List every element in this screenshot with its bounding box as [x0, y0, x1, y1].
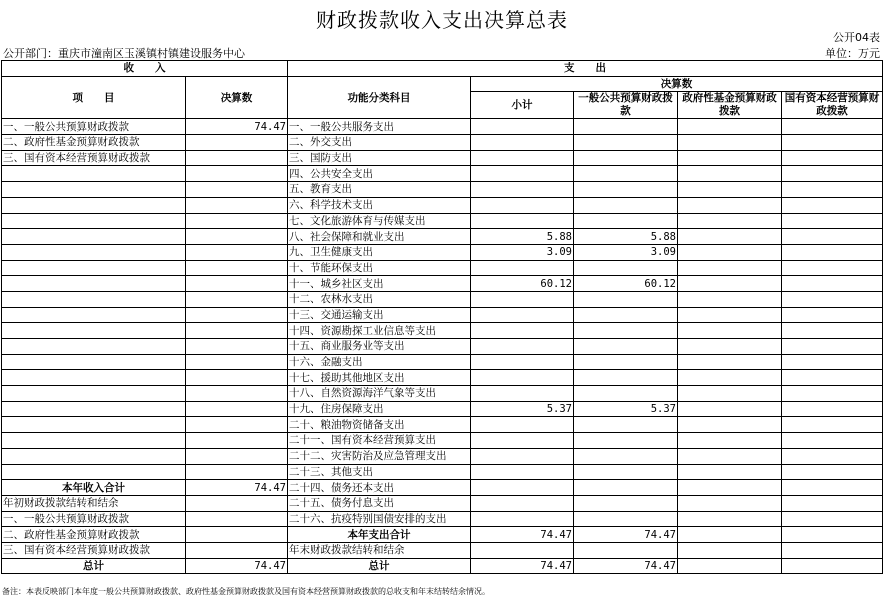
amount-header: 决算数 [186, 76, 288, 119]
income-total-value: 74.47 [186, 480, 288, 496]
expense-state [782, 480, 883, 496]
expense-govfund [678, 527, 782, 543]
expense-subtotal [471, 480, 574, 496]
grand-total-label-left: 总计 [2, 558, 186, 574]
expense-item: 十二、农林水支出 [288, 291, 471, 307]
expense-item: 二十、粮油物资储备支出 [288, 417, 471, 433]
expense-item: 十八、自然资源海洋气象等支出 [288, 386, 471, 402]
income-value [186, 323, 288, 339]
header-row-2 [2, 76, 883, 92]
expense-state [782, 291, 883, 307]
expense-govfund [678, 511, 782, 527]
expense-subtotal [471, 511, 574, 527]
income-item [2, 323, 186, 339]
income-header: 收 入 [2, 61, 288, 77]
expense-general [574, 307, 678, 323]
expense-general [574, 495, 678, 511]
expense-subtotal [471, 417, 574, 433]
expense-item: 十、节能环保支出 [288, 260, 471, 276]
table-row [2, 260, 883, 276]
expense-govfund [678, 197, 782, 213]
expense-state [782, 135, 883, 151]
expense-general: 5.88 [574, 229, 678, 245]
expense-govfund [678, 354, 782, 370]
expense-item: 三、国防支出 [288, 150, 471, 166]
expense-govfund [678, 135, 782, 151]
income-item [2, 244, 186, 260]
expense-state [782, 511, 883, 527]
table-row [2, 527, 883, 543]
expense-item: 二十二、灾害防治及应急管理支出 [288, 448, 471, 464]
expense-subtotal [471, 260, 574, 276]
income-value [186, 213, 288, 229]
expense-state [782, 276, 883, 292]
table-row [2, 276, 883, 292]
expense-header: 支 出 [288, 61, 883, 77]
income-value [186, 244, 288, 260]
income-item [2, 448, 186, 464]
table-row [2, 339, 883, 355]
income-value [186, 401, 288, 417]
expense-general [574, 291, 678, 307]
expense-general [574, 166, 678, 182]
income-bottom-item: 三、国有资本经营预算财政拨款 [2, 542, 186, 558]
table-row [2, 495, 883, 511]
expense-subtotal [471, 197, 574, 213]
income-value [186, 386, 288, 402]
table-row [2, 542, 883, 558]
expense-state [782, 119, 883, 135]
expense-state [782, 213, 883, 229]
expense-govfund [678, 401, 782, 417]
expense-subtotal [471, 448, 574, 464]
grand-total-general: 74.47 [574, 558, 678, 574]
table-row [2, 182, 883, 198]
expense-general [574, 135, 678, 151]
expense-general [574, 119, 678, 135]
expense-subtotal [471, 291, 574, 307]
state-header: 国有资本经营预算财政拨款 [782, 92, 883, 119]
expense-state [782, 182, 883, 198]
income-item [2, 260, 186, 276]
income-item [2, 197, 186, 213]
income-item [2, 417, 186, 433]
item-header: 项 目 [2, 76, 186, 119]
table-row [2, 119, 883, 135]
expense-item: 二十一、国有资本经营预算支出 [288, 433, 471, 449]
expense-subtotal [471, 495, 574, 511]
expense-state [782, 244, 883, 260]
income-value [186, 291, 288, 307]
govfund-header: 政府性基金预算财政拨款 [678, 92, 782, 119]
general-header: 一般公共预算财政拨款 [574, 92, 678, 119]
table-row [2, 433, 883, 449]
expense-item: 十七、援助其他地区支出 [288, 370, 471, 386]
expense-general [574, 464, 678, 480]
expense-govfund [678, 480, 782, 496]
expense-item: 十一、城乡社区支出 [288, 276, 471, 292]
expense-subtotal [471, 150, 574, 166]
expense-item: 一、一般公共服务支出 [288, 119, 471, 135]
expense-govfund [678, 464, 782, 480]
expense-state [782, 448, 883, 464]
expense-subtotal: 5.88 [471, 229, 574, 245]
table-row [2, 511, 883, 527]
expense-general [574, 511, 678, 527]
expense-subtotal [471, 119, 574, 135]
expense-item: 二、外交支出 [288, 135, 471, 151]
expense-item: 十五、商业服务业等支出 [288, 339, 471, 355]
table-row [2, 291, 883, 307]
income-value: 74.47 [186, 119, 288, 135]
expense-state [782, 370, 883, 386]
expense-subtotal [471, 166, 574, 182]
table-row [2, 229, 883, 245]
expense-item: 十三、交通运输支出 [288, 307, 471, 323]
expense-item: 二十六、抗疫特别国债安排的支出 [288, 511, 471, 527]
expense-state [782, 229, 883, 245]
income-bottom-value [186, 542, 288, 558]
income-bottom-item: 二、政府性基金预算财政拨款 [2, 527, 186, 543]
expense-general [574, 197, 678, 213]
budget-table [1, 60, 883, 574]
expense-subtotal: 5.37 [471, 401, 574, 417]
expense-govfund [678, 339, 782, 355]
expense-general [574, 480, 678, 496]
expense-subtotal [471, 542, 574, 558]
income-value [186, 197, 288, 213]
expense-govfund [678, 307, 782, 323]
income-item [2, 182, 186, 198]
table-row [2, 213, 883, 229]
subtotal-header: 小计 [471, 92, 574, 119]
expense-subtotal [471, 323, 574, 339]
header-row-1 [2, 61, 883, 77]
income-item: 三、国有资本经营预算财政拨款 [2, 150, 186, 166]
footnote: 备注：本表反映部门本年度一般公共预算财政拨款、政府性基金预算财政拨款及国有资本经营预算财政拨款的总收支和年末结转结余情况。 [2, 587, 490, 596]
table-row [2, 480, 883, 496]
expense-state [782, 197, 883, 213]
table-row [2, 166, 883, 182]
carry-over-label: 年末财政拨款结转和结余 [288, 542, 471, 558]
expense-general [574, 417, 678, 433]
income-value [186, 307, 288, 323]
func-header: 功能分类科目 [288, 76, 471, 119]
expense-subtotal [471, 433, 574, 449]
expense-item: 二十五、债务付息支出 [288, 495, 471, 511]
expense-state [782, 433, 883, 449]
unit-label: 单位：万元 [825, 47, 880, 60]
expense-state [782, 323, 883, 339]
expense-item: 六、科学技术支出 [288, 197, 471, 213]
table-row [2, 448, 883, 464]
income-item [2, 370, 186, 386]
expense-govfund [678, 166, 782, 182]
income-bottom-value [186, 527, 288, 543]
expense-item: 九、卫生健康支出 [288, 244, 471, 260]
table-row [2, 323, 883, 339]
income-total-label: 本年收入合计 [2, 480, 186, 496]
expense-govfund [678, 213, 782, 229]
expense-state [782, 307, 883, 323]
expense-state [782, 527, 883, 543]
income-bottom-item: 一、一般公共预算财政拨款 [2, 511, 186, 527]
table-row [2, 464, 883, 480]
income-item [2, 401, 186, 417]
final-header: 决算数 [471, 76, 883, 92]
expense-govfund [678, 495, 782, 511]
income-item [2, 229, 186, 245]
expense-state [782, 558, 883, 574]
expense-item: 七、文化旅游体育与传媒支出 [288, 213, 471, 229]
income-value [186, 354, 288, 370]
expense-govfund [678, 276, 782, 292]
table-row [2, 197, 883, 213]
income-value [186, 448, 288, 464]
expense-govfund [678, 386, 782, 402]
expense-item: 四、公共安全支出 [288, 166, 471, 182]
expense-subtotal: 3.09 [471, 244, 574, 260]
expense-govfund [678, 244, 782, 260]
expense-state [782, 386, 883, 402]
income-value [186, 417, 288, 433]
expense-govfund [678, 323, 782, 339]
income-item [2, 464, 186, 480]
expense-item: 五、教育支出 [288, 182, 471, 198]
expense-subtotal [471, 339, 574, 355]
expense-state [782, 464, 883, 480]
expense-general [574, 386, 678, 402]
income-value [186, 433, 288, 449]
expense-subtotal: 60.12 [471, 276, 574, 292]
table-row [2, 386, 883, 402]
expense-govfund [678, 542, 782, 558]
expense-item: 十六、金融支出 [288, 354, 471, 370]
expense-state [782, 542, 883, 558]
income-item [2, 213, 186, 229]
grand-total-value-left: 74.47 [186, 558, 288, 574]
expense-govfund [678, 150, 782, 166]
expense-general: 5.37 [574, 401, 678, 417]
expense-govfund [678, 558, 782, 574]
income-value [186, 464, 288, 480]
income-item [2, 339, 186, 355]
expense-govfund [678, 182, 782, 198]
expense-state [782, 417, 883, 433]
table-row [2, 558, 883, 574]
expense-total-subtotal: 74.47 [471, 527, 574, 543]
expense-subtotal [471, 213, 574, 229]
expense-subtotal [471, 135, 574, 151]
income-value [186, 229, 288, 245]
grand-total-label-right: 总计 [288, 558, 471, 574]
expense-state [782, 354, 883, 370]
expense-general [574, 370, 678, 386]
table-row [2, 150, 883, 166]
expense-item: 十九、住房保障支出 [288, 401, 471, 417]
expense-total-general: 74.47 [574, 527, 678, 543]
income-value [186, 260, 288, 276]
income-item [2, 291, 186, 307]
expense-govfund [678, 229, 782, 245]
expense-general [574, 260, 678, 276]
expense-state [782, 339, 883, 355]
income-item [2, 166, 186, 182]
income-bottom-value [186, 495, 288, 511]
income-value [186, 370, 288, 386]
expense-general [574, 182, 678, 198]
income-bottom-value [186, 511, 288, 527]
table-row [2, 244, 883, 260]
expense-govfund [678, 260, 782, 276]
expense-subtotal [471, 354, 574, 370]
expense-govfund [678, 448, 782, 464]
expense-govfund [678, 433, 782, 449]
expense-state [782, 401, 883, 417]
expense-subtotal [471, 307, 574, 323]
expense-item: 十四、资源勘探工业信息等支出 [288, 323, 471, 339]
income-item: 二、政府性基金预算财政拨款 [2, 135, 186, 151]
income-value [186, 276, 288, 292]
income-item [2, 276, 186, 292]
income-item [2, 354, 186, 370]
expense-state [782, 260, 883, 276]
expense-general [574, 448, 678, 464]
income-value [186, 339, 288, 355]
expense-item: 二十四、债务还本支出 [288, 480, 471, 496]
expense-govfund [678, 119, 782, 135]
expense-general [574, 323, 678, 339]
table-row [2, 417, 883, 433]
income-value [186, 135, 288, 151]
income-value [186, 166, 288, 182]
expense-govfund [678, 417, 782, 433]
page-title: 财政拨款收入支出决算总表 [316, 8, 568, 32]
expense-item: 八、社会保障和就业支出 [288, 229, 471, 245]
expense-govfund [678, 291, 782, 307]
table-row [2, 354, 883, 370]
table-row [2, 401, 883, 417]
expense-state [782, 150, 883, 166]
expense-general: 3.09 [574, 244, 678, 260]
table-row [2, 135, 883, 151]
expense-general: 60.12 [574, 276, 678, 292]
grand-total-subtotal: 74.47 [471, 558, 574, 574]
expense-total-label: 本年支出合计 [288, 527, 471, 543]
income-value [186, 150, 288, 166]
form-number: 公开04表 [833, 31, 880, 44]
expense-general [574, 213, 678, 229]
expense-item: 二十三、其他支出 [288, 464, 471, 480]
table-row [2, 370, 883, 386]
expense-general [574, 433, 678, 449]
income-item [2, 386, 186, 402]
expense-subtotal [471, 464, 574, 480]
expense-subtotal [471, 182, 574, 198]
income-value [186, 182, 288, 198]
expense-subtotal [471, 386, 574, 402]
expense-subtotal [471, 370, 574, 386]
expense-general [574, 339, 678, 355]
expense-general [574, 542, 678, 558]
expense-general [574, 354, 678, 370]
expense-general [574, 150, 678, 166]
income-item [2, 307, 186, 323]
income-item [2, 433, 186, 449]
expense-state [782, 495, 883, 511]
income-item: 一、一般公共预算财政拨款 [2, 119, 186, 135]
expense-govfund [678, 370, 782, 386]
table-row [2, 307, 883, 323]
income-bottom-item: 年初财政拨款结转和结余 [2, 495, 186, 511]
expense-state [782, 166, 883, 182]
department-label: 公开部门：重庆市潼南区玉溪镇村镇建设服务中心 [3, 47, 245, 60]
